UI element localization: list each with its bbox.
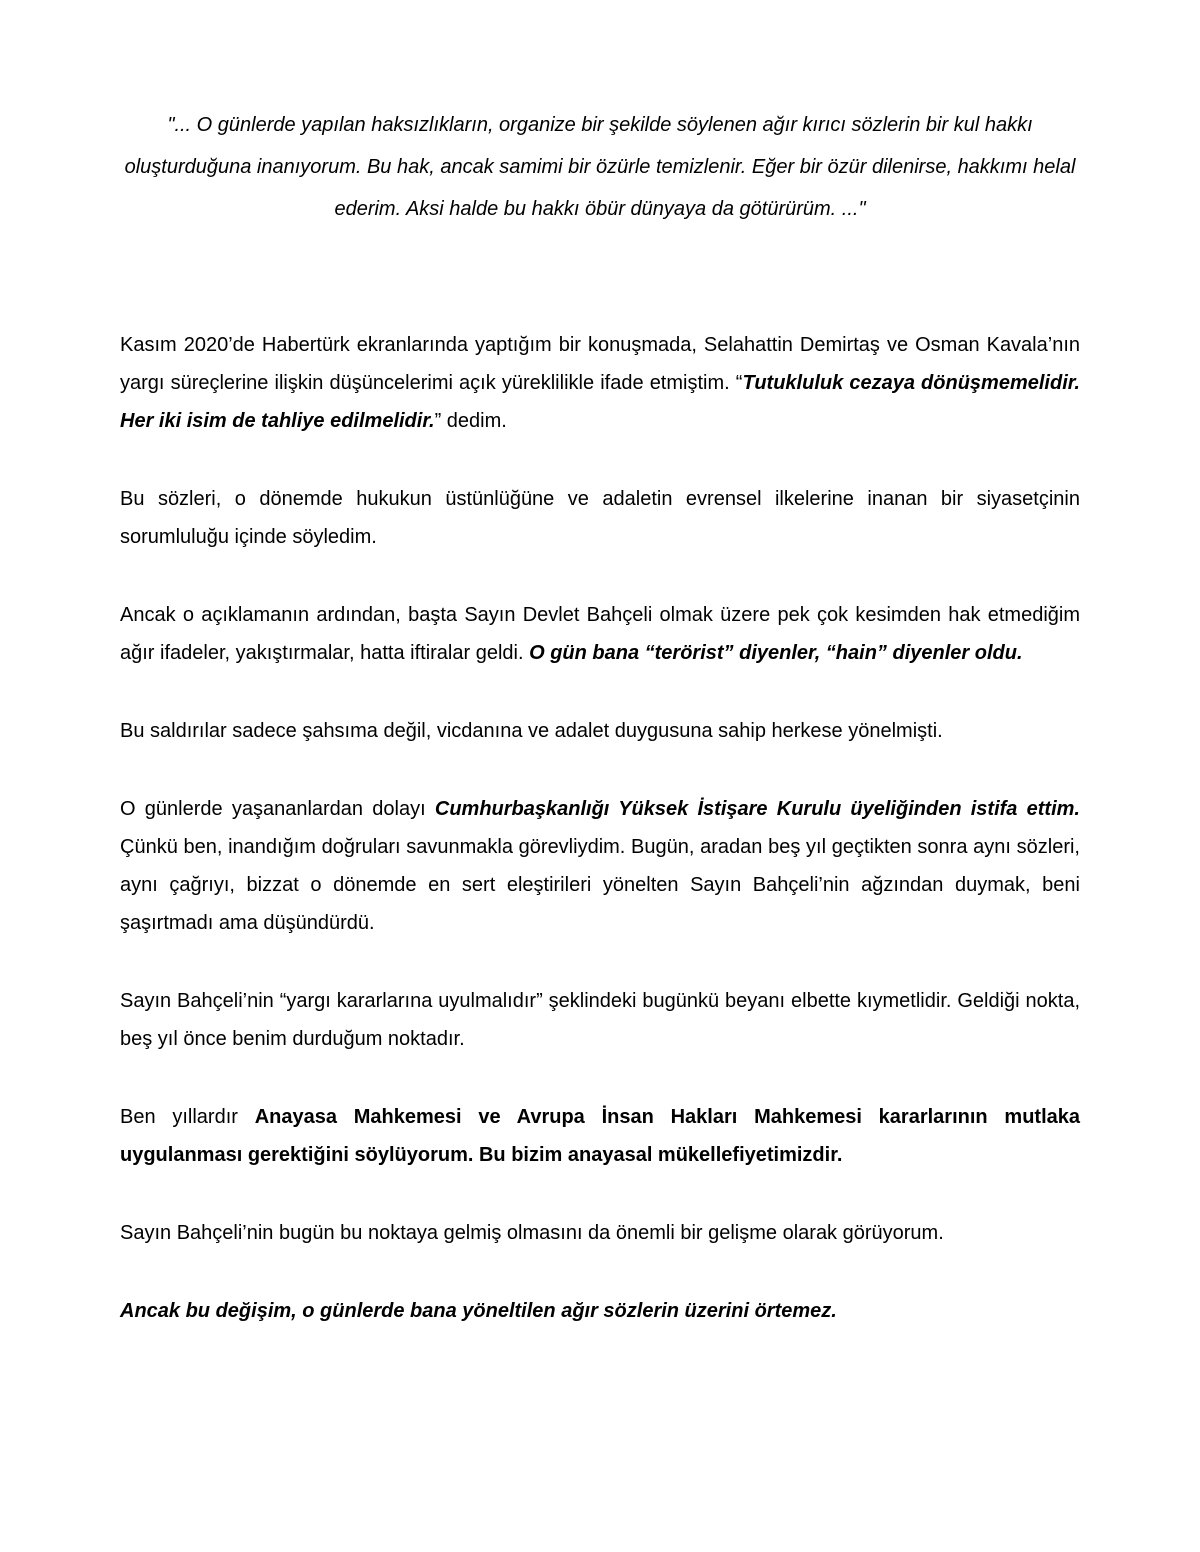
text-run: O günlerde yaşananlardan dolayı — [120, 798, 435, 820]
paragraph — [120, 1098, 1080, 1174]
text-run: Cumhurbaşkanlığı Yüksek İstişare Kurulu üyeliğinden istifa ettim. — [434, 798, 1080, 820]
text-run: Kasım 2020’de Habertürk ekranlarında yaptığım bir konuşmada, Selahattin Demirtaş ve Osman Kavala’nın yargı süreçlerine ilişkin düşüncelerimi açık yüreklilikle ifade etmiştim. “ — [120, 334, 1080, 394]
text-run: Tutukluluk cezaya dönüşmemelidir. Her iki isim de tahliye edilmelidir. — [120, 372, 1080, 432]
paragraph — [120, 982, 1080, 1058]
text-run: Anayasa Mahkemesi ve Avrupa İnsan Hakları Mahkemesi kararlarının mutlaka uygulanması gerektiğini söylüyorum. Bu bizim anayasal mükellefiyetimizdir. — [120, 1106, 1080, 1166]
text-run: Ben yıllardır — [120, 1106, 255, 1128]
text-run: ” dedim. — [434, 410, 507, 432]
text-run: Bu saldırılar sadece şahsıma değil, vicdanına ve adalet duygusuna sahip herkese yönelmişti. — [120, 720, 943, 742]
text-run: Sayın Bahçeli’nin “yargı kararlarına uyulmalıdır” şeklindeki bugünkü beyanı elbette kıymetlidir. Geldiği nokta, beş yıl önce benim durduğum noktadır. — [120, 990, 1080, 1050]
paragraphs — [120, 326, 1080, 1330]
opening-quote: "... O günlerde yapılan haksızlıkların, organize bir şekilde söylenen ağır kırıcı sözlerin bir kul hakkı oluşturduğuna inanıyorum. Bu hak, ancak samimi bir özürle temizlenir. Eğer bir özür dilenirse, hakkımı helal ederim. Aksi halde bu hakkı öbür dünyaya da götürürüm. ..." — [124, 114, 1076, 220]
paragraph — [120, 790, 1080, 942]
text-run: Sayın Bahçeli’nin bugün bu noktaya gelmiş olmasını da önemli bir gelişme olarak görüyorum. — [120, 1222, 944, 1244]
paragraph — [120, 712, 1080, 750]
paragraph — [120, 326, 1080, 440]
text-run: Bu sözleri, o dönemde hukukun üstünlüğüne ve adaletin evrensel ilkelerine inanan bir siyasetçinin sorumluluğu içinde söyledim. — [120, 488, 1080, 548]
paragraph — [120, 1214, 1080, 1252]
text-run: Çünkü ben, inandığım doğruları savunmakla görevliydim. Bugün, aradan beş yıl geçtikten sonra aynı sözleri, aynı çağrıyı, bizzat o dönemde en sert eleştirileri yönelten Sayın Bahçeli’nin ağzından duymak, beni şaşırtmadı ama düşündürdü. — [120, 836, 1080, 934]
text-run: O gün bana “terörist” diyenler, “hain” diyenler oldu. — [529, 642, 1023, 664]
text-run: Ancak bu değişim, o günlerde bana yöneltilen ağır sözlerin üzerini örtemez. — [120, 1300, 837, 1322]
text-run: Ancak o açıklamanın ardından, başta Sayın Devlet Bahçeli olmak üzere pek çok kesimden hak etmediğim ağır ifadeler, yakıştırmalar, hatta iftiralar geldi. — [120, 604, 1080, 664]
paragraph — [120, 480, 1080, 556]
paragraph — [120, 1292, 1080, 1330]
paragraph — [120, 596, 1080, 672]
